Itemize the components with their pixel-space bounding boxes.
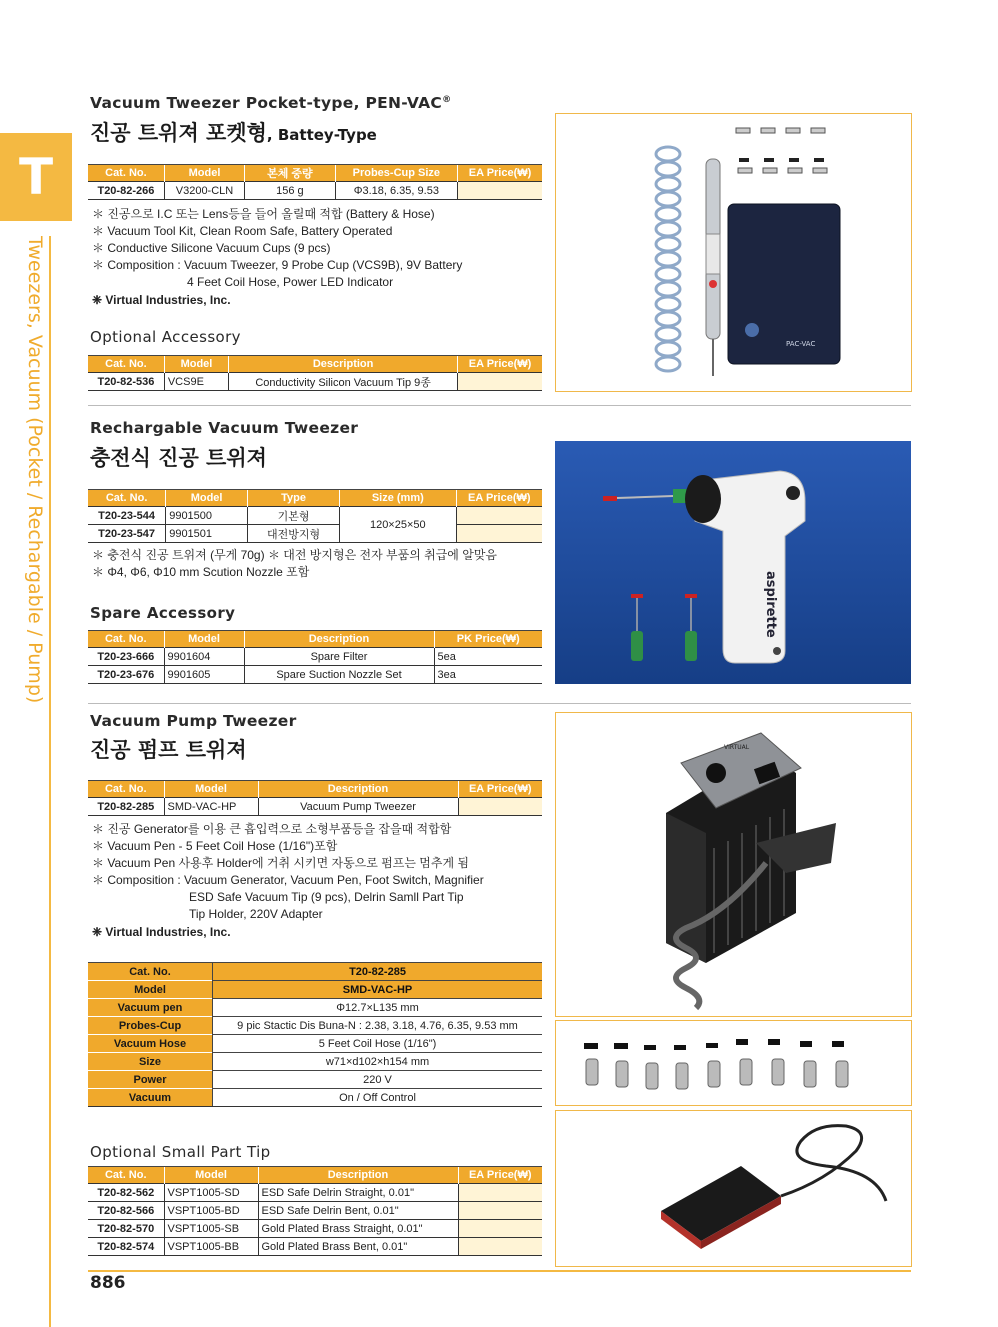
rechargeable-table: Cat. No. Model Type Size (mm) EA Price(₩) T20-23-544 9901500 기본형 120×25×50 T20-23-547 9901501 대전방지형 xyxy=(88,489,542,543)
table-row: T20-82-562 VSPT1005-SD ESD Safe Delrin Straight, 0.01" xyxy=(88,1184,542,1202)
tips-illustration xyxy=(556,1021,911,1105)
spare-accessory-table: Cat. No. Model Description PK Price(₩) T20-23-666 9901604 Spare Filter 5ea T20-23-676 9901605 Spare Suction Nozzle Set 3ea xyxy=(88,630,542,684)
tips-photo xyxy=(555,1020,912,1106)
pen-vac-title-ko: 진공 트위져 포켓형, Battey-Type xyxy=(90,121,377,145)
pen-vac-photo xyxy=(555,113,912,392)
pump-title-en: Vacuum Pump Tweezer xyxy=(90,712,297,730)
spec-row: Vacuum On / Off Control xyxy=(88,1089,542,1107)
spec-row: Vacuum Hose 5 Feet Coil Hose (1/16") xyxy=(88,1035,542,1053)
pump-title-ko: 진공 펌프 트위져 xyxy=(90,738,247,762)
virtual-label: VIRTUAL xyxy=(724,744,750,751)
col-probe-size: Probes-Cup Size xyxy=(335,165,458,182)
section-divider xyxy=(88,405,911,406)
table-row: T20-23-547 9901501 대전방지형 xyxy=(88,525,542,543)
section-tab: T xyxy=(0,133,72,221)
table-row: T20-82-570 VSPT1005-SB Gold Plated Brass Straight, 0.01" xyxy=(88,1220,542,1238)
pen-vac-illustration xyxy=(556,114,911,391)
pump-table: Cat. No. Model Description EA Price(₩) T20-82-285 SMD-VAC-HP Vacuum Pump Tweezer xyxy=(88,780,542,816)
page-number: 886 xyxy=(90,1273,126,1293)
table-row: T20-23-544 9901500 기본형 120×25×50 xyxy=(88,507,542,525)
optional-accessory-table: Cat. No. Model Description EA Price(₩) T20-82-536 VCS9E Conductivity Silicon Vacuum Tip 9종 xyxy=(88,355,542,391)
pump-unit-illustration xyxy=(556,713,911,1016)
section-divider xyxy=(88,703,911,704)
pen-vac-title-en: Vacuum Tweezer Pocket-type, PEN-VAC® xyxy=(90,94,452,112)
aspirette-photo xyxy=(555,441,911,684)
foot-switch-photo xyxy=(555,1110,912,1267)
table-row: T20-82-574 VSPT1005-BB Gold Plated Brass Bent, 0.01" xyxy=(88,1238,542,1256)
table-row: T20-82-266 V3200-CLN 156 g Φ3.18, 6.35, 9.53 xyxy=(88,182,542,200)
aspirette-label: aspirette xyxy=(763,571,778,638)
spare-accessory-title: Spare Accessory xyxy=(90,604,236,622)
spec-row: Size w71×d102×h154 mm xyxy=(88,1053,542,1071)
col-price: EA Price(₩) xyxy=(458,165,542,182)
optional-tip-title: Optional Small Part Tip xyxy=(90,1143,271,1161)
spec-row: Cat. No. T20-82-285 xyxy=(88,963,542,981)
section-side-title: Tweezers, Vacuum (Pocket / Rechargable / Pump) xyxy=(24,236,46,704)
rechargeable-title-en: Rechargable Vacuum Tweezer xyxy=(90,419,359,437)
rechargeable-title-ko: 충전식 진공 트위져 xyxy=(90,446,267,470)
table-row: T20-82-566 VSPT1005-BD ESD Safe Delrin Bent, 0.01" xyxy=(88,1202,542,1220)
spec-row: Vacuum pen Φ12.7×L135 mm xyxy=(88,999,542,1017)
spec-row: Power 220 V xyxy=(88,1071,542,1089)
aspirette-illustration xyxy=(555,441,911,684)
col-weight: 본체 중량 xyxy=(245,165,335,182)
pump-spec-table xyxy=(88,962,542,1107)
spec-row: Model SMD-VAC-HP xyxy=(88,981,542,999)
side-rule xyxy=(49,236,51,1327)
pump-unit-photo xyxy=(555,712,912,1017)
table-row: T20-82-536 VCS9E Conductivity Silicon Vacuum Tip 9종 xyxy=(88,373,542,391)
pen-vac-table xyxy=(88,164,542,200)
foot-switch-illustration xyxy=(556,1111,911,1266)
col-model: Model xyxy=(164,165,244,182)
rechargeable-notes: ＊ 충전식 진공 트위져 (무게 70g) ＊ 대전 방지형은 전자 부품의 취급에 알맞음 ＊ Φ4, Φ6, Φ10 mm Scution Nozzle 포함 xyxy=(92,548,498,579)
optional-tip-table: Cat. No. Model Description EA Price(₩) T20-82-562 VSPT1005-SD ESD Safe Delrin Straight, 0.01" T20-82-566 VSPT1005-BD ESD Safe Delrin Bent, 0.01" T20-82-570 VSPT1005-SB Gold Plated Brass Straight, 0.01" T20-82-574 VSPT1005-BB Gold Plated Brass Bent, 0.01" xyxy=(88,1166,542,1256)
optional-accessory-title: Optional Accessory xyxy=(90,328,241,346)
col-cat-no: Cat. No. xyxy=(88,165,164,182)
pen-vac-notes: ＊ 진공으로 I.C 또는 Lens등을 들어 올릴때 적합 (Battery & Hose) ＊ Vacuum Tool Kit, Clean Room Safe, Battery Operated ＊ Conductive Silicone Vacuum Cups (9 pcs) ＊ Composition : Vacuum Tweezer, 9 Probe Cup (VCS9B), 9V Battery 4 Feet Coil Hose, Power LED Indicator ❈ Virtual Industries, Inc. xyxy=(92,207,463,307)
table-row: T20-82-285 SMD-VAC-HP Vacuum Pump Tweezer xyxy=(88,798,542,816)
pump-notes: ＊ 진공 Generator를 이용 큰 흡입력으로 소형부품등을 잡을때 적합함 ＊ Vacuum Pen - 5 Feet Coil Hose (1/16")포함 ＊ Vacuum Pen 사용후 Holder에 거취 시키면 자동으로 펌프는 멈추게 됨 ＊ Composition : Vacuum Generator, Vacuum Pen, Foot Switch, Magnifier ESD Safe Vacuum Tip (9 pcs), Delrin Samll Part Tip Tip Holder, 220V Adapter ❈ Virtual Industries, Inc. xyxy=(92,822,484,939)
table-row: T20-23-676 9901605 Spare Suction Nozzle Set 3ea xyxy=(88,666,542,684)
pac-vac-label: PAC-VAC xyxy=(786,340,816,348)
table-row: T20-23-666 9901604 Spare Filter 5ea xyxy=(88,648,542,666)
footer-rule xyxy=(88,1270,911,1272)
spec-row: Probes-Cup 9 pic Stactic Dis Buna-N : 2.38, 3.18, 4.76, 6.35, 9.53 mm xyxy=(88,1017,542,1035)
